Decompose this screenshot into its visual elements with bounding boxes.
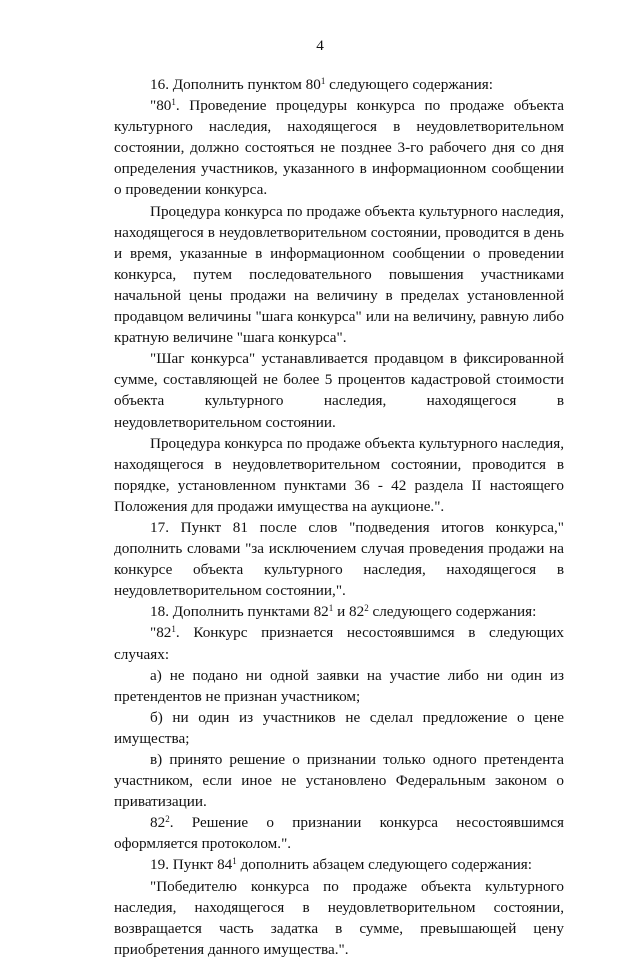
superscript: 2: [165, 814, 170, 825]
superscript: 2: [364, 603, 369, 614]
superscript: 1: [320, 76, 326, 86]
text-run: 16. Дополнить пунктом 80: [150, 76, 321, 93]
text-run: б) ни один из участников не сделал предложение о цене имущества;: [114, 708, 564, 747]
paragraph: [114, 95, 564, 200]
text-run: "Победителю конкурса по продаже объекта культурного наследия, находящегося в неудовлетворительном состоянии, возвращается часть задатка в сумме, превышающей цену приобретения данного имущества.".: [114, 877, 564, 958]
document-body: [114, 74, 564, 960]
page-number: 4: [316, 37, 324, 54]
paragraph: [114, 665, 564, 707]
text-run: Процедура конкурса по продаже объекта культурного наследия, находящегося в неудовлетворительном состоянии, проводится в день и время, указанные в информационном сообщении о проведении конкурса, путем последовательного повышения участниками начальной цены продажи на величину в пределах установленной продавцом величины "шага конкурса" или на величину, равную либо кратную величине "шага конкурса".: [114, 202, 564, 347]
paragraph: [114, 749, 564, 812]
text-run: а) не подано ни одной заявки на участие либо ни один из претендентов не признан участником;: [114, 666, 564, 705]
superscript: 1: [171, 624, 176, 635]
paragraph: [114, 348, 564, 432]
text-run: Процедура конкурса по продаже объекта культурного наследия, находящегося в неудовлетворительном состоянии, проводится в порядке, установленном пунктами 36 - 42 раздела II настоящего Положения для продажи имущества на аукционе.".: [114, 434, 564, 515]
text-run: 17. Пункт 81 после слов "подведения итогов конкурса," дополнить словами "за исключением случая проведения продажи на конкурсе объекта культурного наследия, находящегося в неудовлетворительном состоянии,".: [114, 518, 564, 600]
paragraph: [114, 876, 564, 960]
text-run: 19. Пункт 84: [150, 856, 233, 874]
text-run: дополнить абзацем следующего содержания:: [236, 856, 532, 874]
text-run: 18. Дополнить пунктами 82: [150, 603, 329, 621]
paragraph: [114, 74, 564, 95]
paragraph: [114, 854, 564, 875]
text-run: и 82: [333, 603, 365, 621]
text-run: "80: [150, 97, 172, 115]
text-run: 82: [150, 814, 166, 832]
paragraph: [114, 601, 564, 622]
text-run: . Конкурс признается несостоявшимся в следующих случаях:: [114, 624, 564, 663]
paragraph: [114, 707, 564, 749]
superscript: 1: [171, 97, 176, 108]
paragraph: [114, 433, 564, 517]
text-run: следующего содержания:: [368, 603, 537, 621]
text-run: . Решение о признании конкурса несостоявшимся оформляется протоколом.".: [114, 814, 564, 853]
paragraph: [114, 622, 564, 664]
superscript: 1: [232, 856, 237, 867]
text-run: в) принято решение о признании только одного претендента участником, если иное не установлено Федеральным законом о приватизации.: [114, 751, 564, 811]
text-run: "Шаг конкурса" устанавливается продавцом в фиксированной сумме, составляющей не более 5 процентов кадастровой стоимости объекта культурного наследия, находящегося в неудовлетворительном состоянии.: [114, 350, 564, 431]
text-run: . Проведение процедуры конкурса по продаже объекта культурного наследия, находящегося в неудовлетворительном состоянии, должно состояться не позднее 3-го рабочего дня со дня определения участников, указанного в информационном сообщении о проведении конкурса.: [114, 97, 564, 199]
paragraph: [114, 201, 564, 349]
paragraph: [114, 517, 564, 601]
superscript: 1: [328, 603, 334, 614]
text-run: "82: [150, 624, 172, 642]
paragraph: [114, 812, 564, 854]
text-run: следующего содержания:: [325, 76, 493, 93]
